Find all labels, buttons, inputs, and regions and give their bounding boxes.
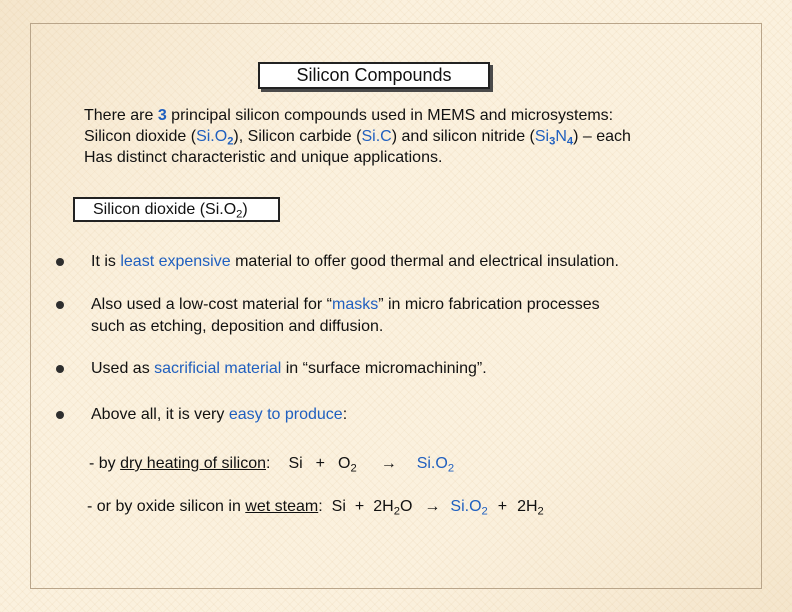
- formula-si3n4: $Si_3N_4$: [534, 128, 574, 148]
- product: $2H_2$: [517, 498, 544, 518]
- compound-count: 3: [157, 107, 167, 124]
- intro-line-1: [84, 105, 724, 126]
- highlight-text: masks: [331, 296, 379, 313]
- product: $Si.O_2$: [450, 498, 488, 518]
- intro-text: Silicon dioxide (: [84, 128, 197, 145]
- bullet-text: It is least expensive material to offer good thermal and electrical insulation.: [91, 253, 619, 270]
- arrow-icon: →: [380, 455, 397, 472]
- reactant: $O_2$: [338, 455, 357, 475]
- intro-line-2: [84, 126, 724, 147]
- intro-text: ) and silicon nitride (: [391, 128, 535, 145]
- method-text: dry heating of silicon: [120, 455, 266, 472]
- reactant: Si: [288, 455, 303, 472]
- arrow-icon: →: [424, 498, 441, 515]
- bullet-icon: [56, 258, 64, 266]
- bullet-text: Above all, it is very easy to produce:: [91, 406, 348, 423]
- intro-paragraph: [84, 105, 724, 168]
- reaction-wet-steam: - or by oxide silicon in wet steam: $Si + 2H_2O \to Si.O_2 + 2H_2$: [87, 498, 544, 518]
- highlight-text: easy to produce: [228, 406, 343, 423]
- method-text: wet steam: [245, 498, 319, 515]
- reaction-dry-heating: - by dry heating of silicon: $Si + O_2 \to Si.O_2$: [89, 455, 455, 475]
- reactant: $2H_2O$: [373, 498, 413, 518]
- intro-text: principal silicon compounds used in MEMS and microsystems:: [166, 107, 614, 124]
- slide-title-text: Silicon Compounds: [296, 65, 452, 85]
- intro-text: There are: [84, 107, 158, 124]
- bullet-icon: [56, 301, 64, 309]
- intro-text: ) – each: [573, 128, 631, 145]
- bullet-icon: [56, 411, 64, 419]
- highlight-text: sacrificial material: [154, 360, 282, 377]
- bullet-text: Also used a low-cost material for “masks” in micro fabrication processes such as etching, deposition and diffusion.: [91, 296, 600, 335]
- highlight-text: least expensive: [120, 253, 231, 270]
- intro-line-3: Has distinct characteristic and unique applications.: [84, 149, 443, 166]
- formula-sic: Si.C: [361, 128, 392, 145]
- bullet-icon: [56, 365, 64, 373]
- section-heading: Silicon dioxide $(Si.O_2)$: [73, 197, 280, 222]
- formula-sio2: $Si.O_2$: [196, 128, 234, 148]
- product: $Si.O_2$: [416, 455, 455, 475]
- slide-title: [258, 62, 490, 89]
- intro-text: ), Silicon carbide (: [233, 128, 362, 145]
- bullet-text: Used as sacrificial material in “surface micromachining”.: [91, 360, 487, 377]
- reactant: Si: [331, 498, 346, 515]
